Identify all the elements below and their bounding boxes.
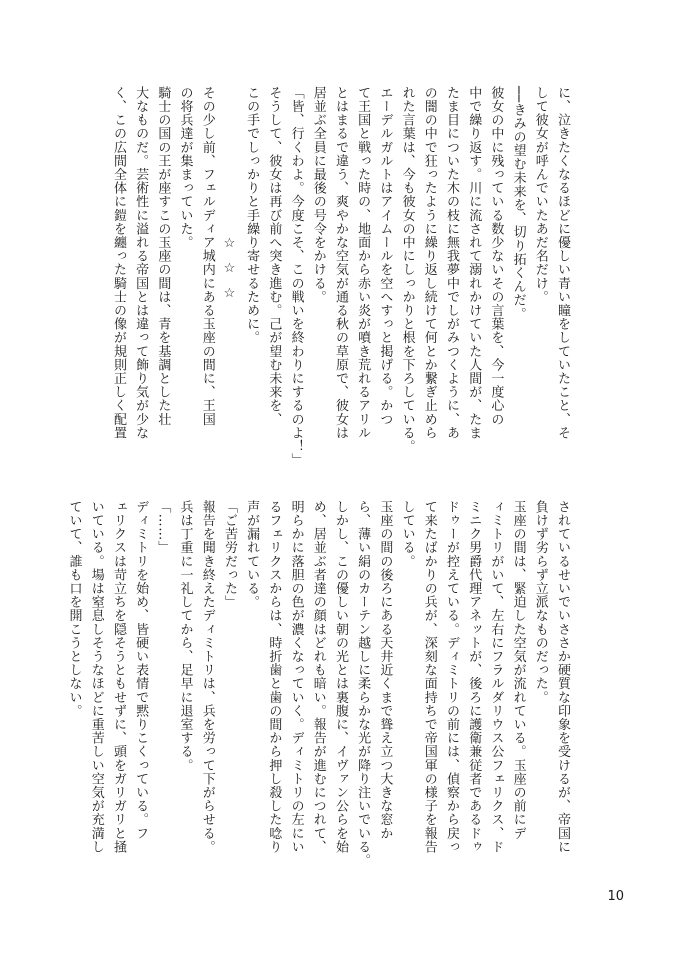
text-line: たま目についた木の枝に無我夢中でしがみつくように、あ [443,86,459,440]
text-line: ドゥーが控えている。ディミトリの前には、偵察から戻っ [443,500,459,854]
text-line: 負けず劣らず立派なものだった。 [532,500,548,704]
text-line: て王国と戦った時の、地面から赤い炎が噴き荒れるアリル [355,86,371,440]
text-line: その少し前、フェルディア城内にある玉座の間に、王国 [199,86,215,426]
text-line: とはまるで違う、爽やかな空気が通る秋の草原で、彼女は [332,86,348,440]
text-line: く、この広間全体に鎧を纏った騎士の像が規則正しく配置 [110,86,126,440]
text-line: 居並ぶ全員に最後の号令をかける。 [310,86,326,304]
text-line: 声が漏れている。 [244,500,260,609]
text-line: ェリクスは苛立ちを隠そうともせずに、頭をガリガリと掻 [110,500,126,854]
text-line: て来たばかりの兵が、深刻な面持ちで帝国軍の様子を報告 [421,500,437,854]
text-line: している。 [399,500,415,568]
text-line: 「……」 [155,500,171,555]
text-line: 兵は丁重に一礼してから、足早に退室する。 [177,500,193,772]
lower-text-block [66,500,573,872]
text-line: め、居並ぶ者達の顔はどれも暗い。報告が進むにつれて、 [310,500,326,854]
text-line: いている。場は窒息しそうなほどに重苦しい空気が充満し [88,500,104,854]
text-line: ィミトリがいて、左右にフラルダリウス公フェリクス、ド [488,500,504,854]
text-line: この手でしっかりと手繰り寄せるために。 [244,86,260,345]
text-line: 玉座の間は、緊迫した空気が流れている。玉座の前にデ [510,500,526,840]
text-line: エーデルガルトはアイムールを空へすっと掲げる。かつ [377,86,393,426]
text-line: ──きみの望む未来を、切り拓くんだ。 [510,86,526,321]
text-line: 大なものだ。芸術性に溢れる帝国とは違って飾り気が少な [133,86,149,440]
text-line: そうして、彼女は再び前へ突き進む。己が望む未来を、 [266,86,282,426]
text-line: 明らかに落胆の色が濃くなっていく。ディミトリの左にい [288,500,304,854]
text-line: 報告を聞き終えたディミトリは、兵を労って下がらせる。 [199,500,215,854]
text-line: 彼女の中に残っている数少ないその言葉を、今一度心の [488,86,504,426]
text-line: の将兵達が集まっていた。 [177,86,193,250]
text-line: ていて、誰も口を開こうとしない。 [66,500,82,718]
text-line: 「ご苦労だった」 [221,500,237,609]
text-line: して彼女が呼んでいたあだ名だけ。 [532,86,548,304]
text-line: るフェリクスからは、時折歯と歯の間から押し殺した唸り [266,500,282,854]
upper-text-block [110,86,573,476]
scene-break-stars: ☆☆☆ [221,236,237,311]
text-line: 騎士の国の王が座すこの玉座の間は、青を基調とした壮 [155,86,171,426]
text-line: に、泣きたくなるほどに優しい青い瞳をしていたこと、そ [555,86,570,440]
text-line: されているせいでいささか硬質な印象を受けるが、帝国に [555,500,570,854]
text-line: 中で繰り返す。川に流されて溺れかけていた人間が、たま [466,86,482,440]
text-line: しかし、この優しい朝の光とは裏腹に、イヴァン公らを始 [332,500,348,854]
text-line: 玉座の間の後ろにある天井近くまで聳え立つ大きな窓か [377,500,393,840]
text-line: ミニク男爵代理アネットが、後ろに護衛兼従者であるドゥ [466,500,482,854]
text-line: れた言葉は、今も彼女の中にしっかりと根を下ろしている。 [399,86,415,454]
text-line: ら、薄い絹のカーテン越しに柔らかな光が降り注いでいる。 [355,500,371,868]
text-line: の闇の中で狂ったように繰り返し続けて何とか繋ぎ止めら [421,86,437,440]
text-line: ディミトリを始め、皆硬い表情で黙りこくっている。フ [133,500,149,840]
text-line: 「皆、行くわよ。今度こそ、この戦いを終わりにするのよ！」 [288,86,304,467]
page-number: 10 [607,889,624,904]
